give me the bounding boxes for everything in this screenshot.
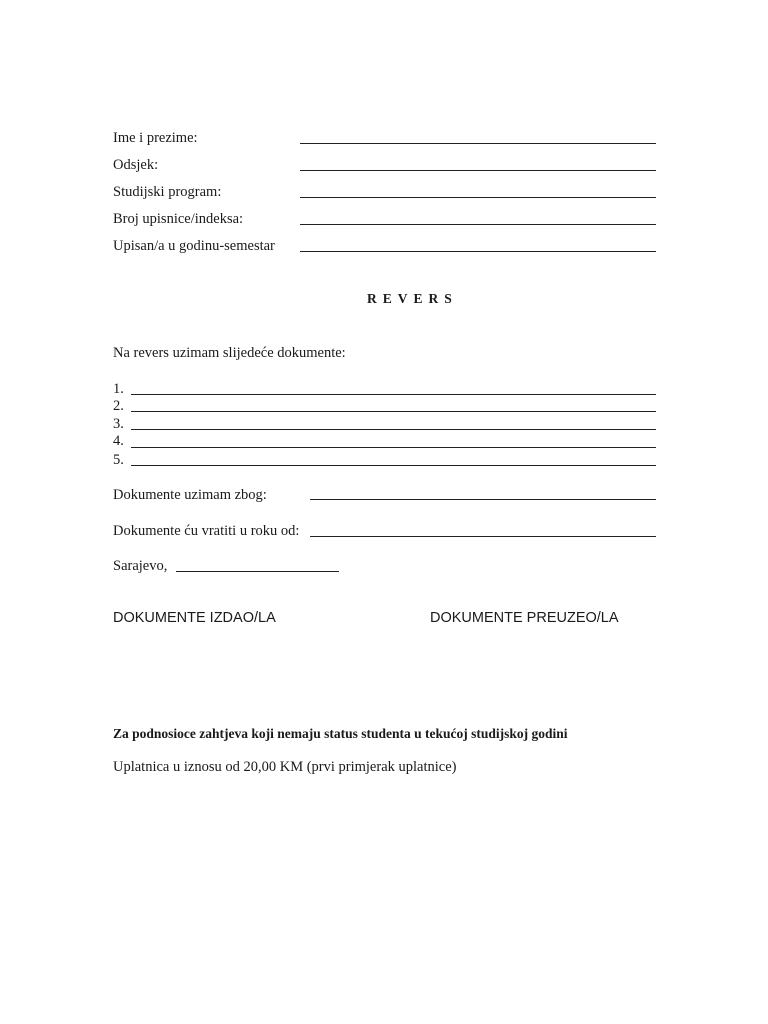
list-item-number: 4. <box>113 433 124 449</box>
field-label-year-semester: Upisan/a u godinu-semestar <box>113 238 275 254</box>
field-line-study-program[interactable] <box>300 197 656 198</box>
list-item-line[interactable] <box>131 394 656 395</box>
field-line-name[interactable] <box>300 143 656 144</box>
signature-received-label: DOKUMENTE PREUZEO/LA <box>430 610 619 626</box>
field-label-name: Ime i prezime: <box>113 130 198 146</box>
field-label-study-program: Studijski program: <box>113 184 222 200</box>
list-item-number: 2. <box>113 398 124 414</box>
list-item-line[interactable] <box>131 447 656 448</box>
list-item-number: 5. <box>113 452 124 468</box>
place-label: Sarajevo, <box>113 558 168 574</box>
note-text: Uplatnica u iznosu od 20,00 KM (prvi primjerak uplatnice) <box>113 759 457 775</box>
field-line-department[interactable] <box>300 170 656 171</box>
list-item-line[interactable] <box>131 429 656 430</box>
list-item-number: 1. <box>113 381 124 397</box>
document-title: REVERS <box>367 291 458 306</box>
date-line[interactable] <box>176 571 339 572</box>
reason-label: Dokumente uzimam zbog: <box>113 487 267 503</box>
intro-text: Na revers uzimam slijedeće dokumente: <box>113 345 346 361</box>
return-label: Dokumente ću vratiti u roku od: <box>113 523 300 539</box>
signature-issued-label: DOKUMENTE IZDAO/LA <box>113 610 276 626</box>
field-line-index-number[interactable] <box>300 224 656 225</box>
list-item-number: 3. <box>113 416 124 432</box>
return-line[interactable] <box>310 536 656 537</box>
reason-line[interactable] <box>310 499 656 500</box>
field-label-index-number: Broj upisnice/indeksa: <box>113 211 244 227</box>
note-heading: Za podnosioce zahtjeva koji nemaju status studenta u tekućoj studijskoj godini <box>113 726 568 741</box>
list-item-line[interactable] <box>131 465 656 466</box>
list-item-line[interactable] <box>131 411 656 412</box>
field-line-year-semester[interactable] <box>300 251 656 252</box>
field-label-department: Odsjek: <box>113 157 159 173</box>
